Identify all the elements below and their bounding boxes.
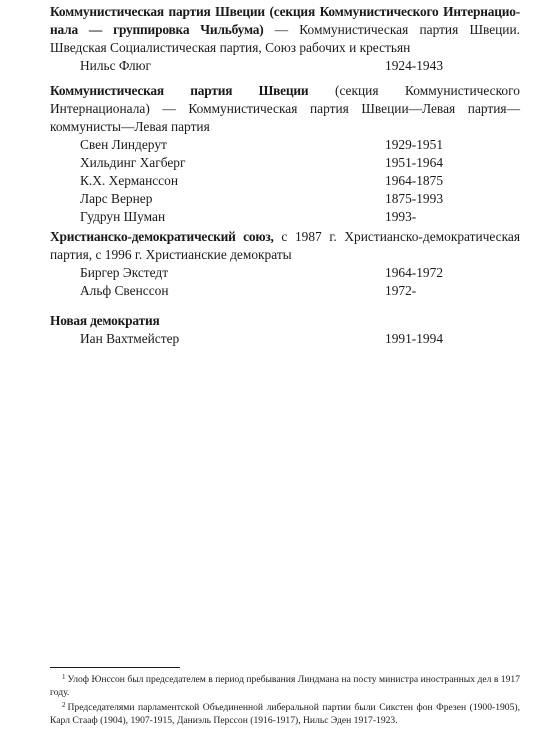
leader-years: 1964-1972 — [385, 265, 444, 280]
section-heading-bold: Христианско-демократический союз, — [50, 229, 274, 244]
section-heading — [50, 228, 520, 264]
leader-row — [50, 208, 520, 226]
footnote — [50, 699, 520, 727]
section-heading — [50, 3, 520, 57]
leader-row — [50, 136, 520, 154]
section-heading-rest: с 1987 г. Христианско-демократическая партия, с 1996 г. Христианские демократы — [50, 229, 520, 262]
leader-row — [50, 264, 520, 282]
footnote-text: Улоф Юнссон был председателем в период пребывания Линдмана на посту министра иностранных дел в 1917 году. — [50, 674, 520, 698]
leader-name: Биргер Экстедт — [80, 265, 169, 280]
leader-name: Ларс Вернер — [80, 191, 153, 206]
section-heading-bold: Новая демократия — [50, 313, 160, 328]
leader-name: Гудрун Шуман — [80, 209, 166, 224]
footnote-mark: 1 — [62, 673, 66, 681]
leader-name: Нильс Флюг — [80, 58, 152, 73]
section-heading — [50, 82, 520, 136]
leader-row — [50, 172, 520, 190]
leader-name: Хильдинг Хагберг — [80, 155, 186, 170]
party-section-communist-kilbom — [50, 3, 520, 75]
leader-name: Иан Вахтмейстер — [80, 331, 180, 346]
leader-row — [50, 330, 444, 348]
section-heading-rest: — Коммунистическая партия Швеции. Шведская Социалистическая партия, Союз рабочих и крестьян — [50, 22, 520, 55]
party-section-christian-democrats — [50, 228, 520, 300]
section-heading-bold: Коммунистическая партия Швеции — [50, 83, 309, 98]
section-heading-bold: Коммунистическая партия Швеции (секция Коммунистического Интернацио-нала — группировка Чильбума) — [50, 4, 520, 37]
leader-years: 1951-1964 — [385, 155, 444, 170]
leader-name: К.Х. Херманссон — [80, 173, 178, 188]
leader-name: Альф Свенссон — [80, 283, 169, 298]
leader-row — [50, 190, 520, 208]
leader-years: 1924-1943 — [385, 58, 444, 73]
footnote-divider — [50, 667, 180, 668]
party-section-new-democracy — [50, 312, 444, 348]
leader-years: 1993- — [385, 209, 417, 224]
leader-years: 1964-1875 — [385, 173, 444, 188]
section-heading — [50, 312, 160, 330]
footnote — [50, 671, 520, 699]
leader-years: 1875-1993 — [385, 191, 444, 206]
leader-years: 1929-1951 — [385, 137, 444, 152]
leader-row — [50, 282, 520, 300]
section-heading-rest: (секция Коммунистического Интернационала) — Коммунистическая партия Швеции—Левая партия—коммунисты—Левая партия — [50, 83, 520, 134]
leader-name: Свен Линдерут — [80, 137, 167, 152]
leader-years: 1991-1994 — [385, 331, 444, 346]
leader-years: 1972- — [385, 283, 417, 298]
leader-row — [50, 154, 520, 172]
leader-row — [50, 57, 520, 75]
footnotes — [50, 671, 520, 727]
party-section-communist — [50, 82, 520, 226]
footnote-text: Председателями парламентской Объединенной либеральной партии были Сикстен фон Фрезен (1900-1905), Карл Стааф (1904), 1907-1915, Даниэль Перссон (1916-1917), Нильс Эден 1917-1923. — [50, 702, 520, 726]
footnote-mark: 2 — [62, 701, 66, 709]
